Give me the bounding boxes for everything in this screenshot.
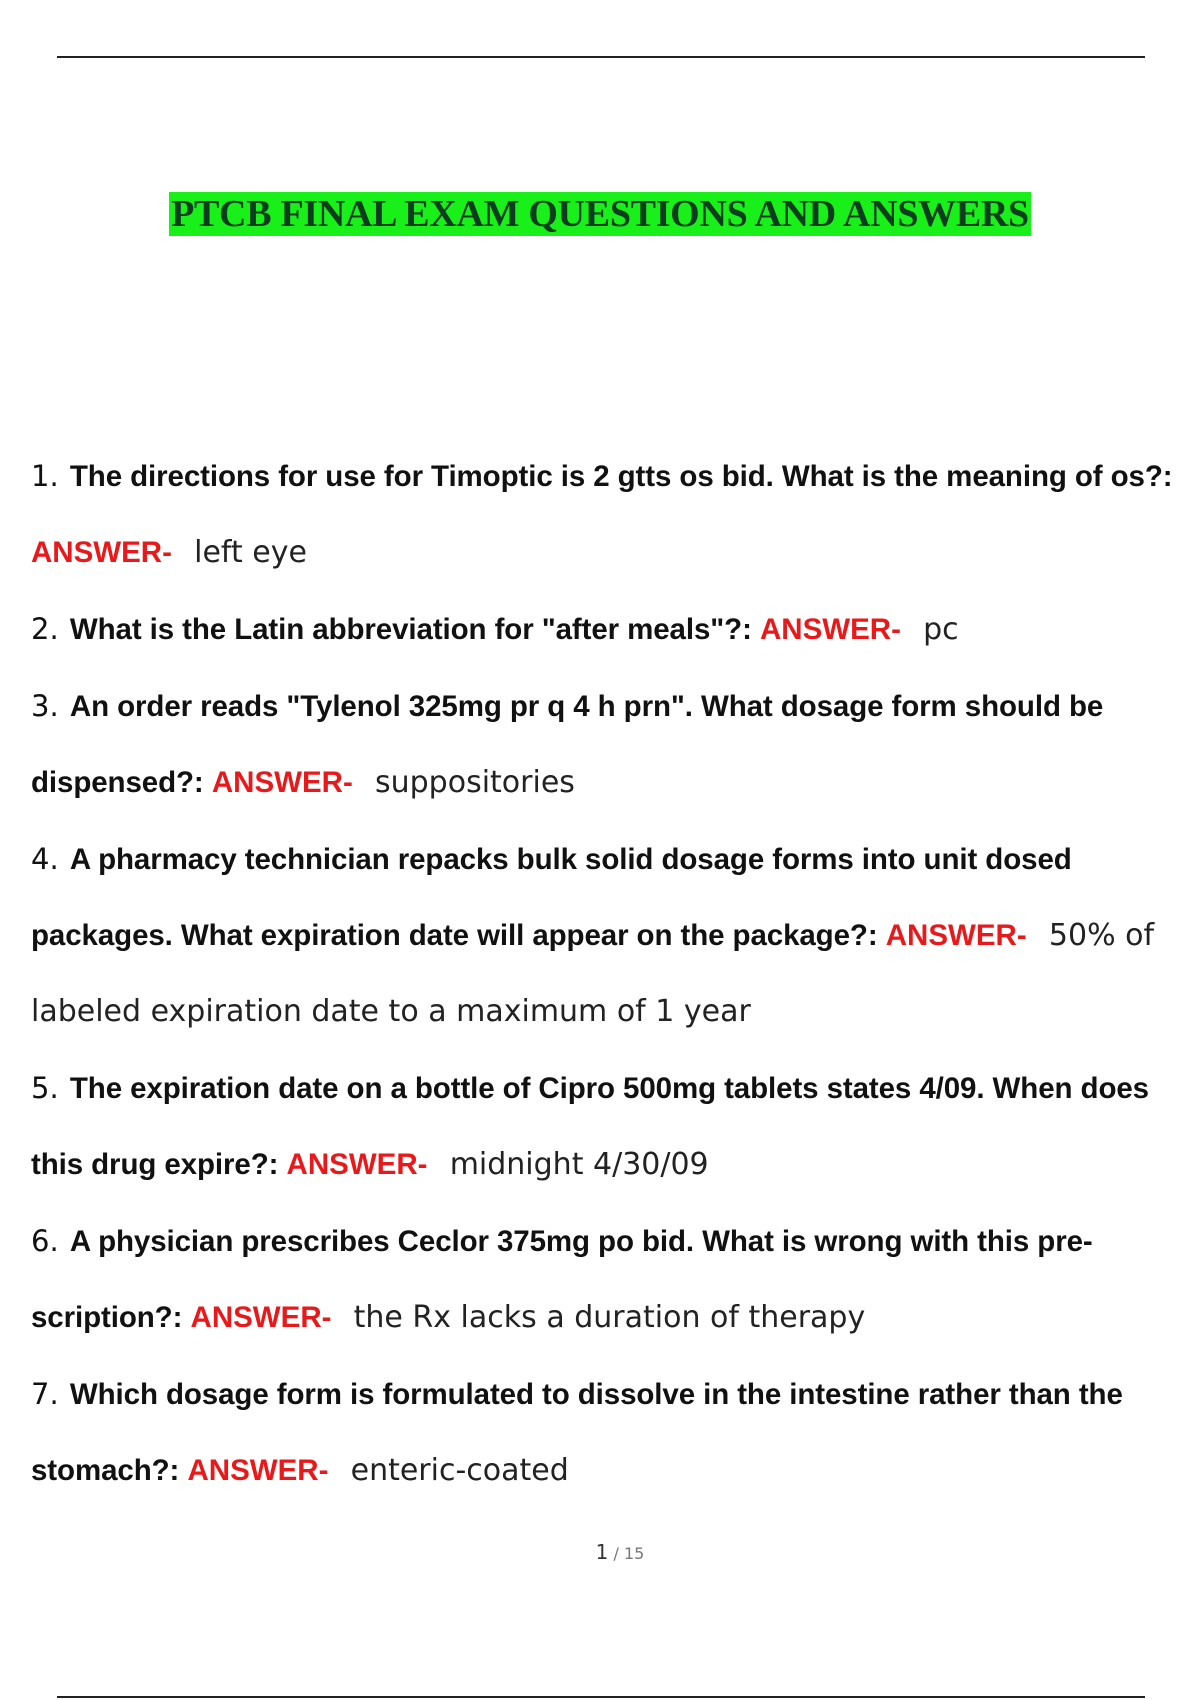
question-text: What is the Latin abbreviation for "after meals"?: bbox=[69, 613, 752, 646]
total-pages: 15 bbox=[623, 1544, 645, 1563]
question-item bbox=[31, 591, 1181, 668]
question-text: A physician prescribes Ceclor 375mg po bid. What is wrong with this pre- scription?: bbox=[31, 1225, 1093, 1334]
answer-label: ANSWER- bbox=[187, 1454, 329, 1487]
page-separator: / bbox=[613, 1544, 619, 1563]
question-number: 2. bbox=[31, 612, 59, 646]
answer-label: ANSWER- bbox=[885, 919, 1027, 952]
answer-text: midnight 4/30/09 bbox=[449, 1147, 709, 1182]
question-text: Which dosage form is formulated to dissolve in the intestine rather than the stomach?: bbox=[31, 1378, 1123, 1487]
answer-text: enteric-coated bbox=[350, 1453, 569, 1488]
bottom-rule bbox=[57, 1696, 1145, 1698]
answer-text: the Rx lacks a duration of therapy bbox=[353, 1300, 866, 1335]
answer-text: 50% of labeled expiration date to a maximum of 1 year bbox=[31, 918, 1155, 1029]
answer-label: ANSWER- bbox=[286, 1148, 428, 1181]
question-number: 6. bbox=[31, 1224, 59, 1258]
answer-text: pc bbox=[923, 612, 959, 647]
answer-label: ANSWER- bbox=[211, 766, 353, 799]
title-container bbox=[0, 192, 1200, 236]
answer-text: left eye bbox=[194, 535, 307, 570]
question-number: 7. bbox=[31, 1377, 59, 1411]
question-item bbox=[31, 1203, 1181, 1356]
question-text: An order reads "Tylenol 325mg pr q 4 h prn". What dosage form should be dispensed?: bbox=[31, 690, 1104, 799]
answer-label: ANSWER- bbox=[760, 613, 901, 646]
question-item bbox=[31, 668, 1181, 821]
question-text: The expiration date on a bottle of Cipro 500mg tablets states 4/09. When does this drug expire?: bbox=[31, 1072, 1149, 1181]
top-rule bbox=[57, 56, 1145, 58]
question-item bbox=[31, 438, 1181, 591]
question-item bbox=[31, 821, 1181, 1050]
question-list bbox=[31, 438, 1181, 1509]
answer-text: suppositories bbox=[375, 765, 575, 800]
question-number: 4. bbox=[31, 842, 59, 876]
answer-label: ANSWER- bbox=[31, 536, 172, 569]
question-number: 3. bbox=[31, 689, 59, 723]
question-item bbox=[31, 1050, 1181, 1203]
question-text: The directions for use for Timoptic is 2 gtts os bid. What is the meaning of os?: bbox=[69, 460, 1173, 493]
question-item bbox=[31, 1356, 1181, 1509]
answer-label: ANSWER- bbox=[190, 1301, 332, 1334]
document-title: PTCB FINAL EXAM QUESTIONS AND ANSWERS bbox=[171, 193, 1029, 235]
page-indicator bbox=[0, 1540, 1200, 1564]
question-text: A pharmacy technician repacks bulk solid dosage forms into unit dosed packages. What expiration date will appear on the package?: bbox=[31, 843, 1072, 952]
question-number: 1. bbox=[31, 459, 59, 493]
current-page: 1 bbox=[595, 1540, 609, 1564]
question-number: 5. bbox=[31, 1071, 59, 1105]
